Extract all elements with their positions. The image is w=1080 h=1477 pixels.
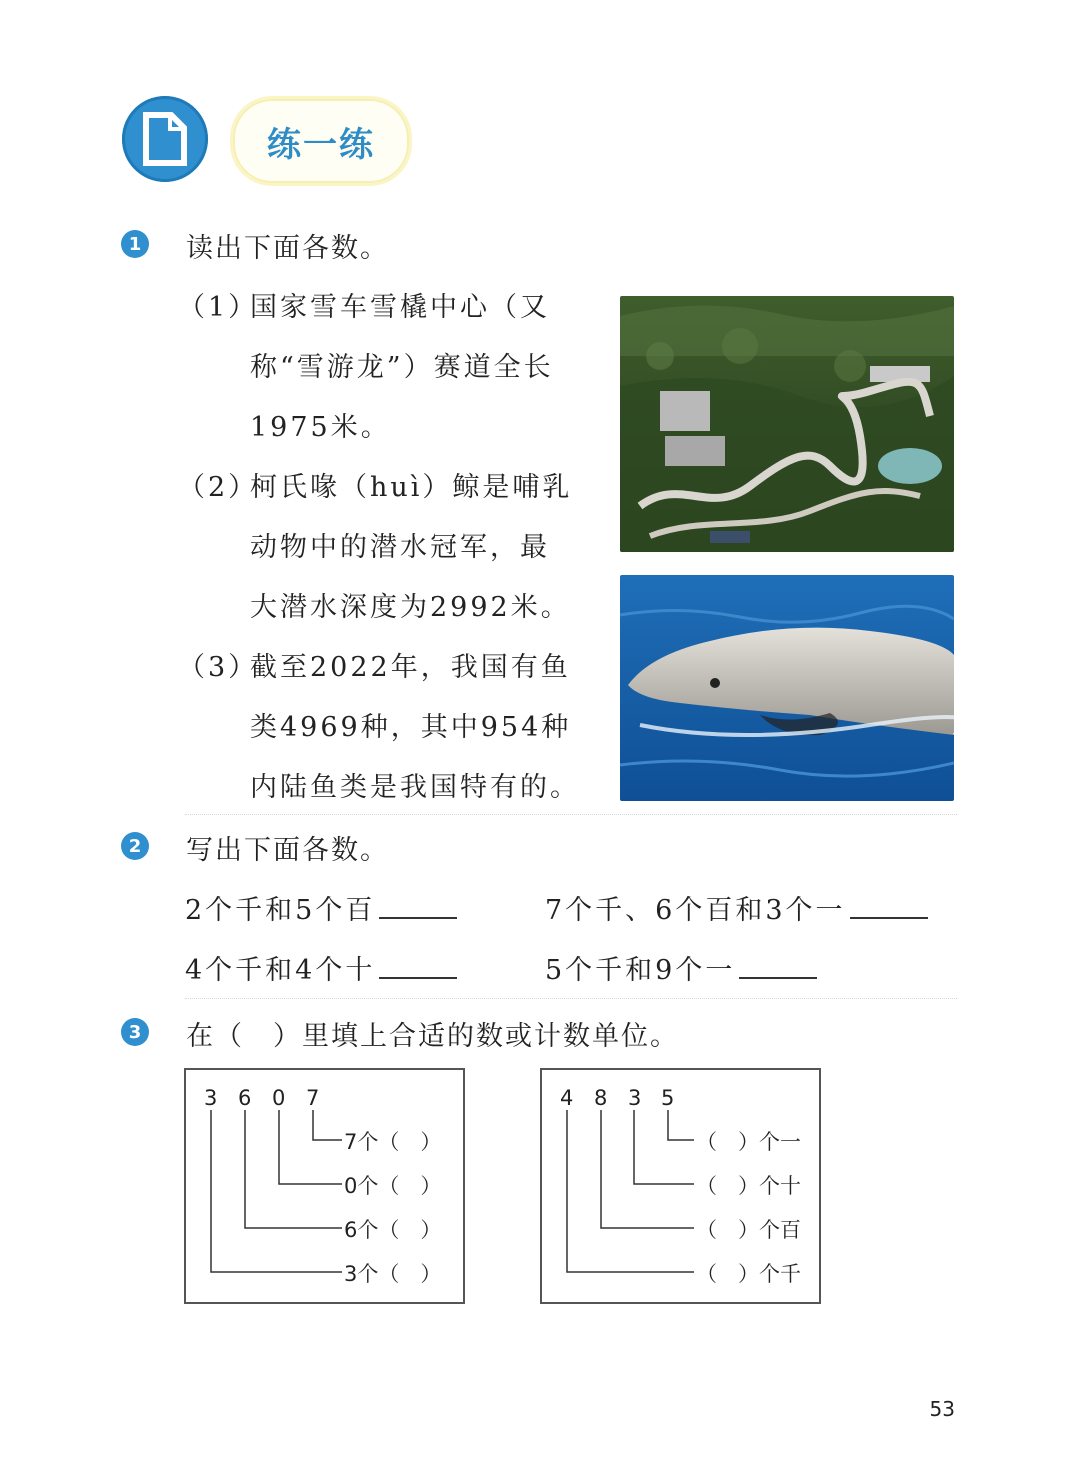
- q1-item-1-line-3: 1975米。: [250, 412, 391, 443]
- box1-row-hundreds[interactable]: 6个（ ）: [344, 1218, 442, 1242]
- q1-item-1-line-2: 称“雪游龙”）赛道全长: [250, 352, 554, 383]
- digit-tens: 0: [272, 1086, 286, 1110]
- q1-item-2-line-2: 动物中的潜水冠军，最: [250, 532, 550, 563]
- box1-row-tens[interactable]: 0个（ ）: [344, 1174, 442, 1198]
- q1-item-1-label: （1）: [178, 292, 259, 323]
- q1-item-3-line-2: 类4969种，其中954种: [250, 712, 572, 743]
- box2-row-ones[interactable]: （ ）个一: [696, 1130, 801, 1154]
- answer-blank[interactable]: [379, 957, 457, 979]
- q1-item-3-line-1: 截至2022年，我国有鱼: [250, 652, 571, 683]
- question-3-prompt: 在（ ）里填上合适的数或计数单位。: [186, 1021, 679, 1052]
- digit-thousands: 4: [560, 1086, 574, 1110]
- box1-row-ones[interactable]: 7个（ ）: [344, 1130, 442, 1154]
- q2-item-3: [185, 948, 457, 987]
- q2-item-2-text: 7个千、6个百和3个一: [545, 895, 846, 926]
- digit-ones: 5: [661, 1086, 675, 1110]
- place-value-box-2: [540, 1068, 821, 1304]
- page-number: 53: [929, 1397, 955, 1421]
- digit-hundreds: 6: [238, 1086, 252, 1110]
- divider: [185, 998, 957, 999]
- answer-blank[interactable]: [379, 897, 457, 919]
- digit-hundreds: 8: [594, 1086, 608, 1110]
- answer-blank[interactable]: [850, 897, 928, 919]
- question-number-3: 3: [121, 1018, 149, 1046]
- digit-ones: 7: [306, 1086, 320, 1110]
- q1-item-2-line-1: 柯氏喙（huì）鲸是哺乳: [250, 472, 573, 503]
- box2-row-thousands[interactable]: （ ）个千: [696, 1262, 801, 1286]
- place-value-box-1: [184, 1068, 465, 1304]
- box2-row-tens[interactable]: （ ）个十: [696, 1174, 801, 1198]
- q1-item-3-line-3: 内陆鱼类是我国特有的。: [250, 772, 580, 803]
- q1-item-2-line-3: 大潜水深度为2992米。: [250, 592, 571, 623]
- box2-row-hundreds[interactable]: （ ）个百: [696, 1218, 801, 1242]
- divider: [185, 814, 957, 815]
- q1-item-1-line-1: 国家雪车雪橇中心（又: [250, 292, 550, 323]
- q2-item-4-text: 5个千和9个一: [545, 955, 736, 986]
- page-title: 练一练: [230, 96, 412, 186]
- document-badge: [122, 96, 208, 182]
- q1-item-2-label: （2）: [178, 472, 259, 503]
- digit-thousands: 3: [204, 1086, 218, 1110]
- box1-row-thousands[interactable]: 3个（ ）: [344, 1262, 442, 1286]
- q2-item-1: [185, 888, 457, 927]
- sled-track-photo: [620, 296, 954, 552]
- digit-tens: 3: [628, 1086, 642, 1110]
- q1-item-3-label: （3）: [178, 652, 259, 683]
- whale-photo: [620, 575, 954, 801]
- q2-item-1-text: 2个千和5个百: [185, 895, 376, 926]
- document-icon: [140, 110, 190, 168]
- q2-item-2: [545, 888, 928, 927]
- question-number-1: 1: [121, 230, 149, 258]
- question-2-prompt: 写出下面各数。: [186, 835, 389, 866]
- question-1-prompt: 读出下面各数。: [186, 233, 389, 264]
- q2-item-4: [545, 948, 817, 987]
- q2-item-3-text: 4个千和4个十: [185, 955, 376, 986]
- question-number-2: 2: [121, 832, 149, 860]
- answer-blank[interactable]: [739, 957, 817, 979]
